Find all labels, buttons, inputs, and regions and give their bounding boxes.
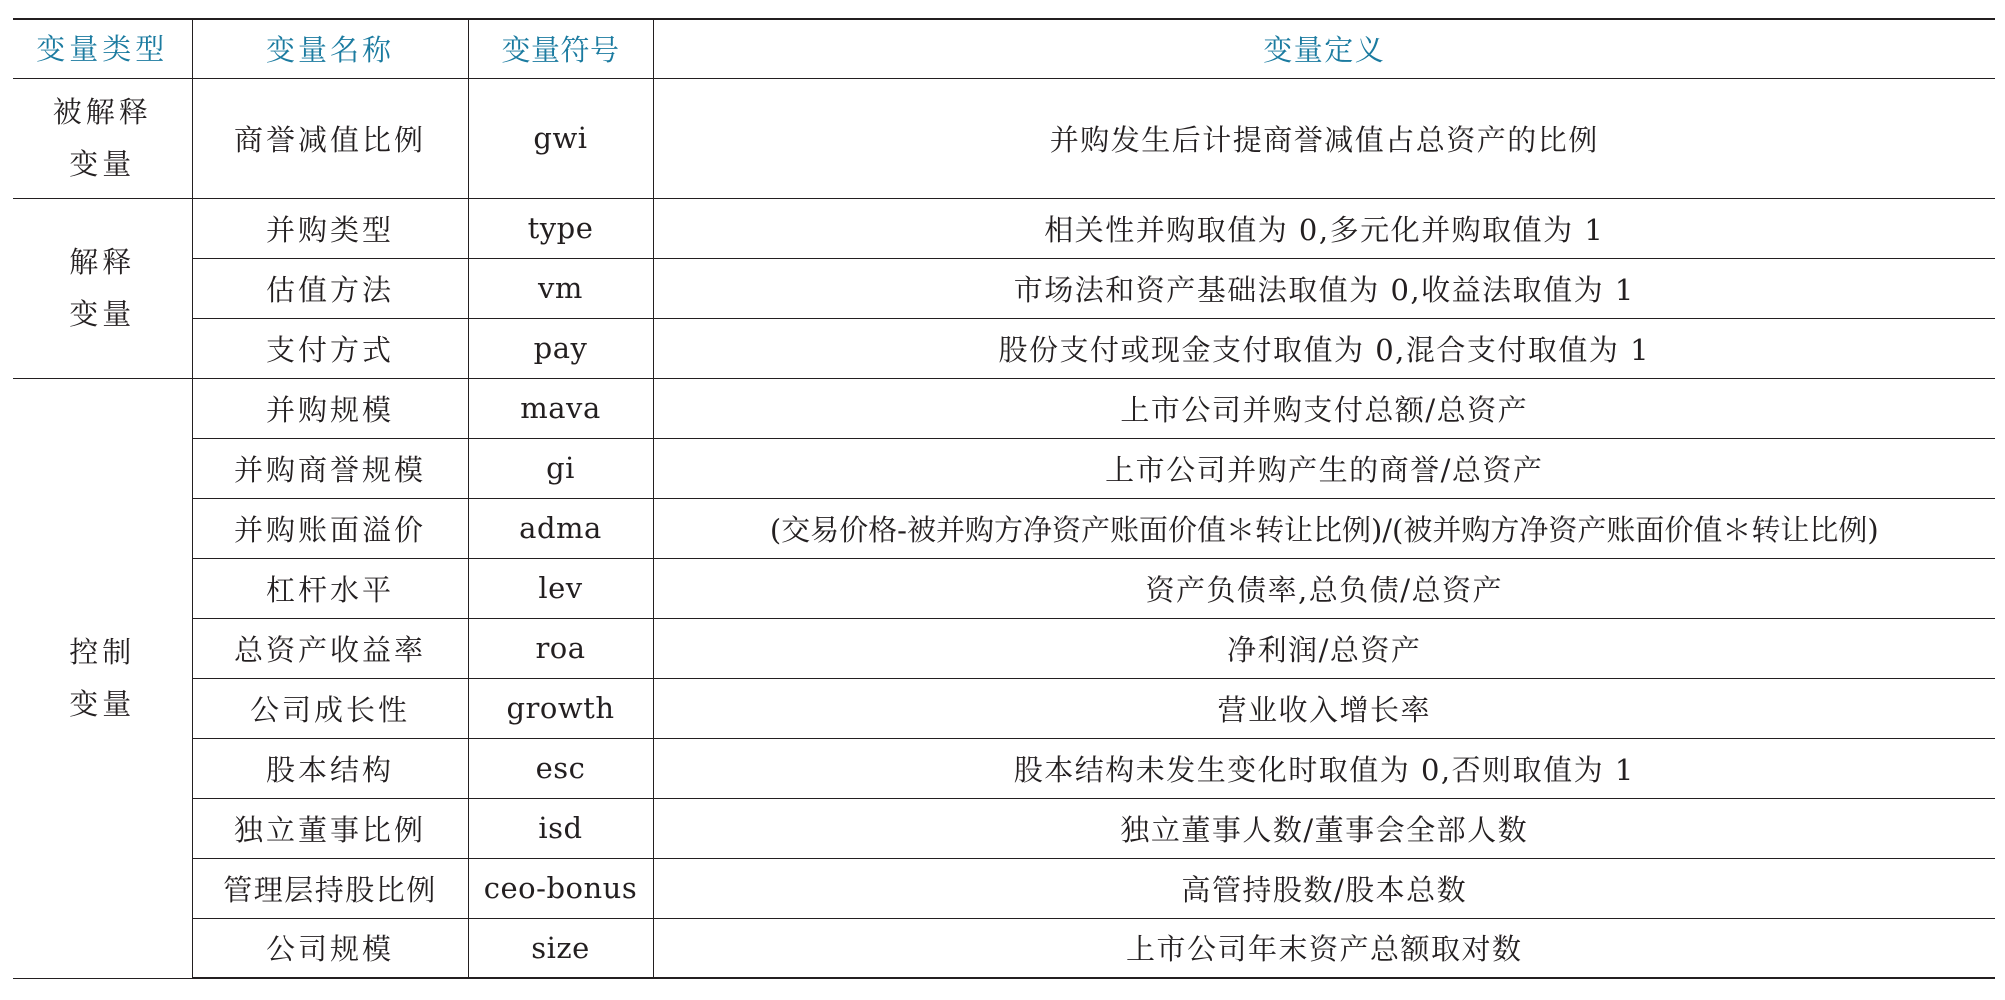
variable-type-cell (13, 78, 192, 198)
variable-name-cell: 估值方法 (192, 258, 468, 318)
variable-definition-cell: 并购发生后计提商誉减值占总资产的比例 (653, 78, 1995, 198)
variable-symbol-cell: gi (468, 438, 653, 498)
variable-symbol-cell: ceo-bonus (468, 858, 653, 918)
variable-name-cell: 公司规模 (192, 918, 468, 978)
variable-name-cell: 独立董事比例 (192, 798, 468, 858)
variable-name-cell: 支付方式 (192, 318, 468, 378)
variable-symbol-cell: lev (468, 558, 653, 618)
variable-definition-cell: 上市公司年末资产总额取对数 (653, 918, 1995, 978)
table-row (13, 738, 1995, 798)
variable-name-cell: 股本结构 (192, 738, 468, 798)
variable-symbol-cell: vm (468, 258, 653, 318)
variable-name-cell: 并购商誉规模 (192, 438, 468, 498)
variable-type-cell (13, 378, 192, 978)
header-variable-symbol: 变量符号 (468, 19, 653, 78)
variable-type-line1: 被解释 (52, 95, 152, 129)
table-header-row (13, 19, 1995, 78)
variable-name-cell: 杠杆水平 (192, 558, 468, 618)
variable-definition-table (13, 18, 1995, 979)
variable-type-line1: 控制 (69, 635, 136, 669)
variable-type-cell (13, 198, 192, 378)
variable-definition-cell: 营业收入增长率 (653, 678, 1995, 738)
variable-type-line1: 解释 (69, 245, 136, 279)
variable-definition-cell: 上市公司并购支付总额/总资产 (653, 378, 1995, 438)
variable-name-cell: 管理层持股比例 (192, 858, 468, 918)
variable-name-cell: 商誉减值比例 (192, 78, 468, 198)
header-variable-type: 变量类型 (13, 19, 192, 78)
table-row (13, 318, 1995, 378)
variable-symbol-cell: adma (468, 498, 653, 558)
variable-symbol-cell: gwi (468, 78, 653, 198)
table-row (13, 198, 1995, 258)
variable-symbol-cell: roa (468, 618, 653, 678)
variable-definition-cell: 净利润/总资产 (653, 618, 1995, 678)
table-row (13, 498, 1995, 558)
variable-symbol-cell: size (468, 918, 653, 978)
variable-name-cell: 公司成长性 (192, 678, 468, 738)
variable-name-cell: 并购规模 (192, 378, 468, 438)
variable-definition-cell: 相关性并购取值为 0,多元化并购取值为 1 (653, 198, 1995, 258)
variable-symbol-cell: isd (468, 798, 653, 858)
header-variable-definition: 变量定义 (653, 19, 1995, 78)
variable-symbol-cell: mava (468, 378, 653, 438)
variable-symbol-cell: esc (468, 738, 653, 798)
variable-type-line2: 变量 (69, 297, 136, 331)
table-row (13, 678, 1995, 738)
variable-definition-cell: 市场法和资产基础法取值为 0,收益法取值为 1 (653, 258, 1995, 318)
variable-symbol-cell: type (468, 198, 653, 258)
variable-name-cell: 总资产收益率 (192, 618, 468, 678)
variable-definition-cell: 资产负债率,总负债/总资产 (653, 558, 1995, 618)
variable-type-line2: 变量 (69, 687, 136, 721)
table-row (13, 258, 1995, 318)
table-row (13, 78, 1995, 198)
variable-symbol-cell: growth (468, 678, 653, 738)
variable-definition-cell: 上市公司并购产生的商誉/总资产 (653, 438, 1995, 498)
table-row (13, 918, 1995, 978)
variable-type-line2: 变量 (69, 147, 136, 181)
variable-definition-cell: 独立董事人数/董事会全部人数 (653, 798, 1995, 858)
table-row (13, 378, 1995, 438)
variable-definition-cell: 高管持股数/股本总数 (653, 858, 1995, 918)
variable-definition-cell: 股份支付或现金支付取值为 0,混合支付取值为 1 (653, 318, 1995, 378)
table-row (13, 618, 1995, 678)
variable-definition-cell: 股本结构未发生变化时取值为 0,否则取值为 1 (653, 738, 1995, 798)
table-row (13, 438, 1995, 498)
header-variable-name: 变量名称 (192, 19, 468, 78)
table-row (13, 858, 1995, 918)
variable-name-cell: 并购账面溢价 (192, 498, 468, 558)
variable-name-cell: 并购类型 (192, 198, 468, 258)
table-row (13, 558, 1995, 618)
variable-definition-cell: (交易价格-被并购方净资产账面价值＊转让比例)/(被并购方净资产账面价值＊转让比例) (653, 498, 1995, 558)
variable-symbol-cell: pay (468, 318, 653, 378)
table-row (13, 798, 1995, 858)
